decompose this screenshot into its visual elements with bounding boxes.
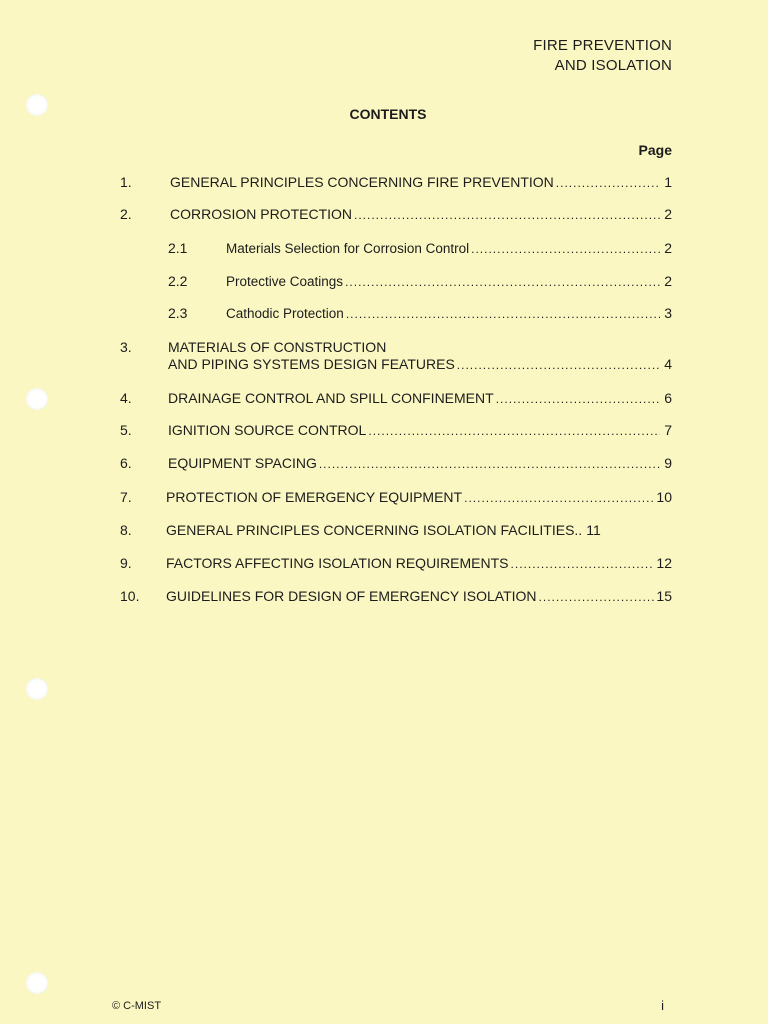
toc-entry-page: 9 xyxy=(664,455,672,471)
toc-entry-title: GENERAL PRINCIPLES CONCERNING ISOLATION FACILITIES.. xyxy=(166,522,583,538)
toc-entry-number: 2.1 xyxy=(168,240,188,256)
leader-dots xyxy=(464,490,654,507)
toc-entry-page: 4 xyxy=(664,356,672,372)
toc-entry-page: 2 xyxy=(664,273,672,289)
toc-entry-number: 2.2 xyxy=(168,273,188,289)
toc-entry-number: 8. xyxy=(120,522,132,538)
toc-entry-page: 12 xyxy=(656,555,672,571)
toc-entry-title: AND PIPING SYSTEMS DESIGN FEATURES xyxy=(168,356,455,372)
toc-entry-title: PROTECTION OF EMERGENCY EQUIPMENT xyxy=(166,489,463,505)
toc-entry[interactable] xyxy=(120,339,672,374)
toc-entry-number: 5. xyxy=(120,422,132,438)
toc-entry-number: 2. xyxy=(120,206,132,222)
toc-entry-page: 10 xyxy=(656,489,672,505)
toc-subentry[interactable] xyxy=(168,305,672,323)
toc-entry-page: 2 xyxy=(664,206,672,222)
toc-entry-number: 6. xyxy=(120,455,132,471)
leader-dots xyxy=(345,274,660,291)
toc-entry[interactable] xyxy=(120,455,672,473)
toc-entry[interactable] xyxy=(120,555,672,573)
toc-entry-number: 1. xyxy=(120,174,132,190)
copyright-notice: © C-MIST xyxy=(112,1000,162,1012)
page-number: i xyxy=(661,998,664,1013)
toc-entry-page: 1 xyxy=(664,174,672,190)
leader-dots xyxy=(346,306,660,323)
toc-subentry[interactable] xyxy=(168,240,672,258)
leader-dots xyxy=(556,175,660,192)
leader-dots xyxy=(496,391,660,408)
toc-entry-number: 10. xyxy=(120,588,140,604)
toc-entry-page: 6 xyxy=(664,390,672,406)
toc-entry-title: FACTORS AFFECTING ISOLATION REQUIREMENTS xyxy=(166,555,509,571)
toc-entry[interactable] xyxy=(120,206,672,224)
toc-entry[interactable] xyxy=(120,588,672,606)
toc-entry-page: 7 xyxy=(664,422,672,438)
toc-entry-page: 3 xyxy=(664,305,672,321)
toc-entry-title: IGNITION SOURCE CONTROL xyxy=(168,422,367,438)
toc-entry-number: 4. xyxy=(120,390,132,406)
page-column-label: Page xyxy=(638,142,672,158)
toc-entry-title: CORROSION PROTECTION xyxy=(170,206,353,222)
toc-entry-title: DRAINAGE CONTROL AND SPILL CONFINEMENT xyxy=(168,390,494,406)
toc-entry-page: 11 xyxy=(586,522,601,538)
toc-entry-title: GUIDELINES FOR DESIGN OF EMERGENCY ISOLATION xyxy=(166,588,537,604)
toc-subentry[interactable] xyxy=(168,273,672,291)
toc-entry-page: 2 xyxy=(664,240,672,256)
toc-entry-title: Cathodic Protection xyxy=(226,306,344,321)
toc-entry[interactable] xyxy=(120,390,672,408)
toc-entry-title-line-1: MATERIALS OF CONSTRUCTION xyxy=(168,339,387,355)
leader-dots xyxy=(539,589,655,606)
toc-entry-number: 3. xyxy=(120,339,132,355)
header-line-2: AND ISOLATION xyxy=(554,57,672,74)
toc-entry[interactable] xyxy=(120,422,672,440)
leader-dots xyxy=(457,357,660,374)
leader-dots xyxy=(368,423,660,440)
toc-entry[interactable] xyxy=(120,522,672,539)
toc-entry-title: Protective Coatings xyxy=(226,274,344,289)
toc-entry-title: GENERAL PRINCIPLES CONCERNING FIRE PREVENTION xyxy=(170,174,554,190)
leader-dots xyxy=(511,556,655,573)
leader-dots xyxy=(471,241,660,258)
toc-entry-number: 7. xyxy=(120,489,132,505)
toc-entry-number: 9. xyxy=(120,555,132,571)
contents-title: CONTENTS xyxy=(349,106,427,122)
leader-dots xyxy=(319,456,660,473)
toc-entry-page: 15 xyxy=(656,588,672,604)
toc-entry-number: 2.3 xyxy=(168,305,188,321)
toc-entry-title: Materials Selection for Corrosion Control xyxy=(226,241,470,256)
header-line-1: FIRE PREVENTION xyxy=(533,37,672,54)
toc-entry-title: EQUIPMENT SPACING xyxy=(168,455,317,471)
leader-dots xyxy=(354,207,660,224)
toc-entry[interactable] xyxy=(120,489,672,507)
toc-entry[interactable] xyxy=(120,174,672,192)
